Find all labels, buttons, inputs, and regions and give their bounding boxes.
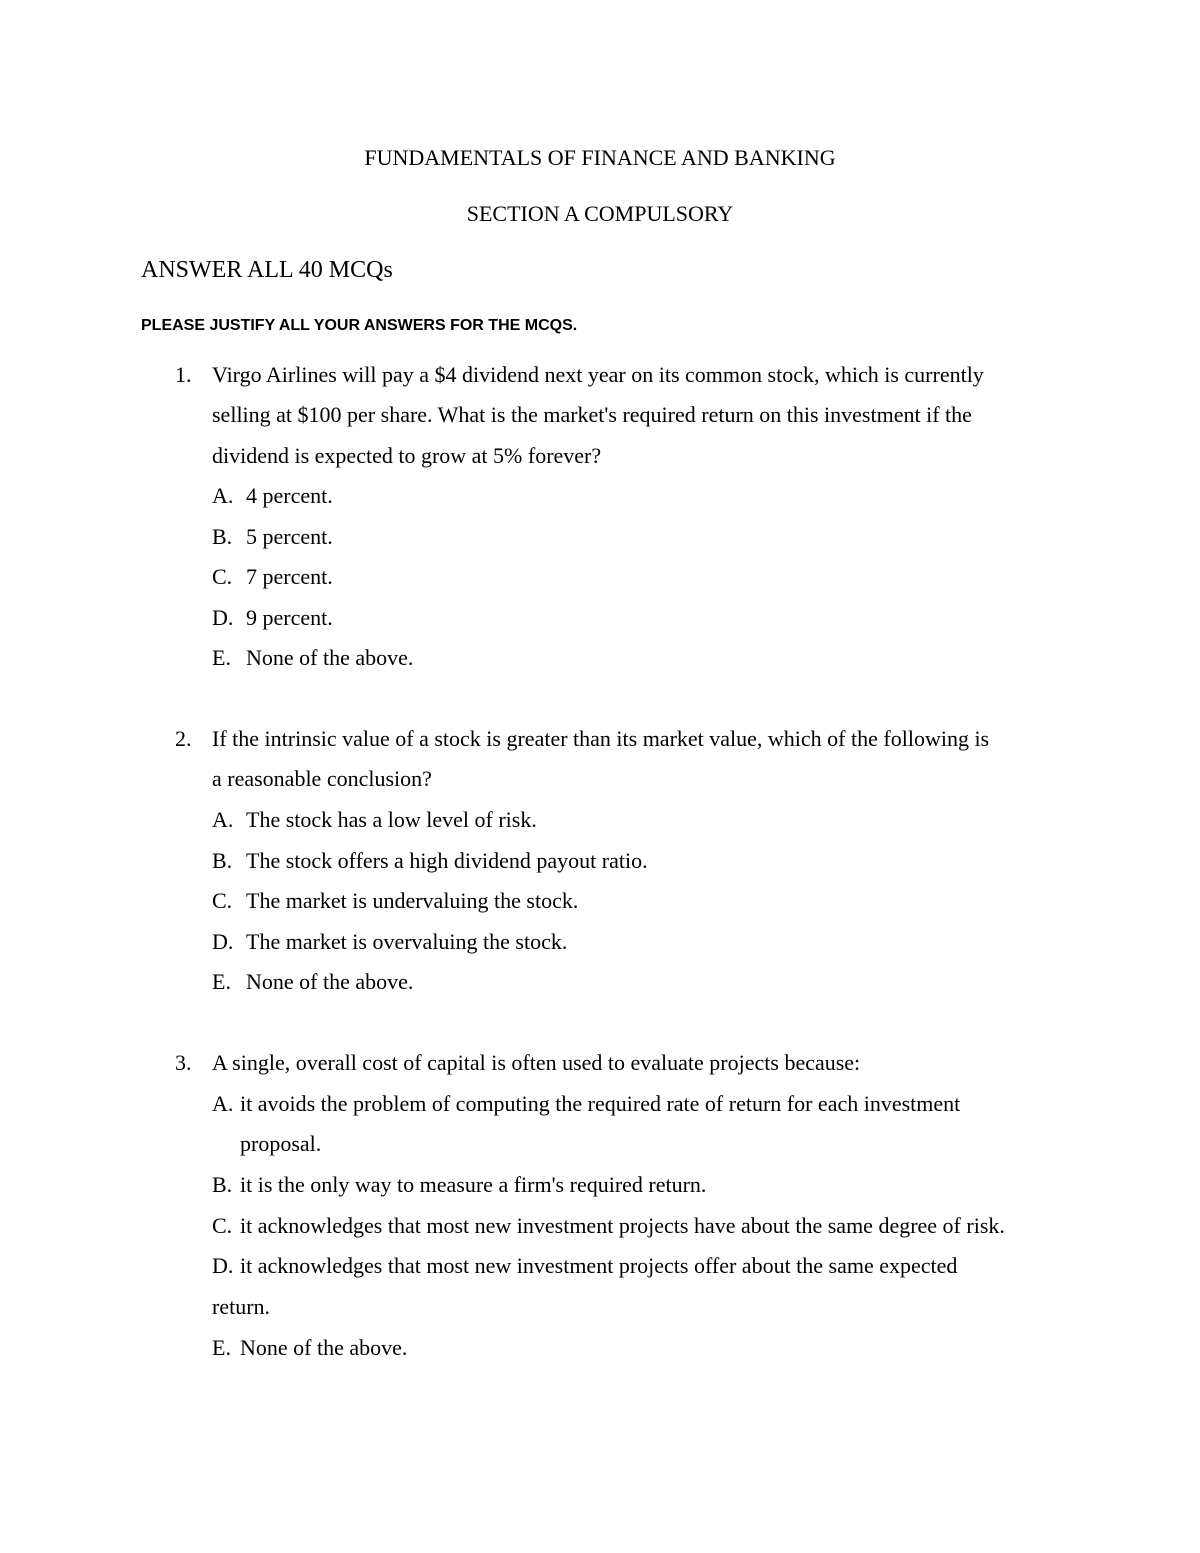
option-text: The market is overvaluing the stock.	[246, 929, 568, 954]
question-number: 1.	[175, 362, 192, 387]
option-letter: B.	[212, 848, 233, 873]
option-text: it is the only way to measure a firm's required return.	[240, 1172, 707, 1197]
option-letter: E.	[212, 645, 231, 670]
question-text-line: Virgo Airlines will pay a $4 dividend next year on its common stock, which is currently	[212, 362, 984, 387]
justify-instruction: PLEASE JUSTIFY ALL YOUR ANSWERS FOR THE MCQS.	[141, 317, 578, 334]
question-number: 2.	[175, 726, 192, 751]
option-text: None of the above.	[246, 969, 414, 994]
option-text-continuation: return.	[212, 1294, 271, 1319]
option-text: None of the above.	[240, 1335, 408, 1360]
option-text: 9 percent.	[246, 605, 333, 630]
option-text: 5 percent.	[246, 524, 333, 549]
option-letter: D.	[212, 929, 234, 954]
option-letter: C.	[212, 1213, 233, 1238]
option-text-continuation: proposal.	[240, 1131, 322, 1156]
option-letter: C.	[212, 564, 233, 589]
option-letter: C.	[212, 888, 233, 913]
question-text-line: a reasonable conclusion?	[212, 766, 432, 791]
instructions-heading: ANSWER ALL 40 MCQs	[141, 257, 393, 283]
option-text: The stock offers a high dividend payout ratio.	[246, 848, 648, 873]
option-text: 7 percent.	[246, 564, 333, 589]
option-text: 4 percent.	[246, 483, 333, 508]
option-letter: A.	[212, 483, 234, 508]
question-number: 3.	[175, 1050, 192, 1075]
option-text: The stock has a low level of risk.	[246, 807, 537, 832]
question-text-line: dividend is expected to grow at 5% forever?	[212, 443, 602, 468]
option-letter: A.	[212, 1091, 234, 1116]
option-letter: E.	[212, 1335, 231, 1360]
document-title: FUNDAMENTALS OF FINANCE AND BANKING	[364, 145, 836, 170]
option-letter: D.	[212, 1253, 234, 1278]
question-text-line: A single, overall cost of capital is often used to evaluate projects because:	[212, 1050, 861, 1075]
option-letter: B.	[212, 1172, 233, 1197]
section-title: SECTION A COMPULSORY	[466, 201, 734, 226]
option-letter: A.	[212, 807, 234, 832]
question-text-line: selling at $100 per share. What is the market's required return on this investment if the	[212, 402, 972, 427]
option-text: it avoids the problem of computing the required rate of return for each investment	[240, 1091, 961, 1116]
option-letter: E.	[212, 969, 231, 994]
option-text: it acknowledges that most new investment projects have about the same degree of risk.	[240, 1213, 1005, 1238]
option-letter: D.	[212, 605, 234, 630]
option-text: The market is undervaluing the stock.	[246, 888, 579, 913]
option-text: it acknowledges that most new investment projects offer about the same expected	[240, 1253, 958, 1278]
option-letter: B.	[212, 524, 233, 549]
option-text: None of the above.	[246, 645, 414, 670]
question-text-line: If the intrinsic value of a stock is greater than its market value, which of the following is	[212, 726, 990, 751]
